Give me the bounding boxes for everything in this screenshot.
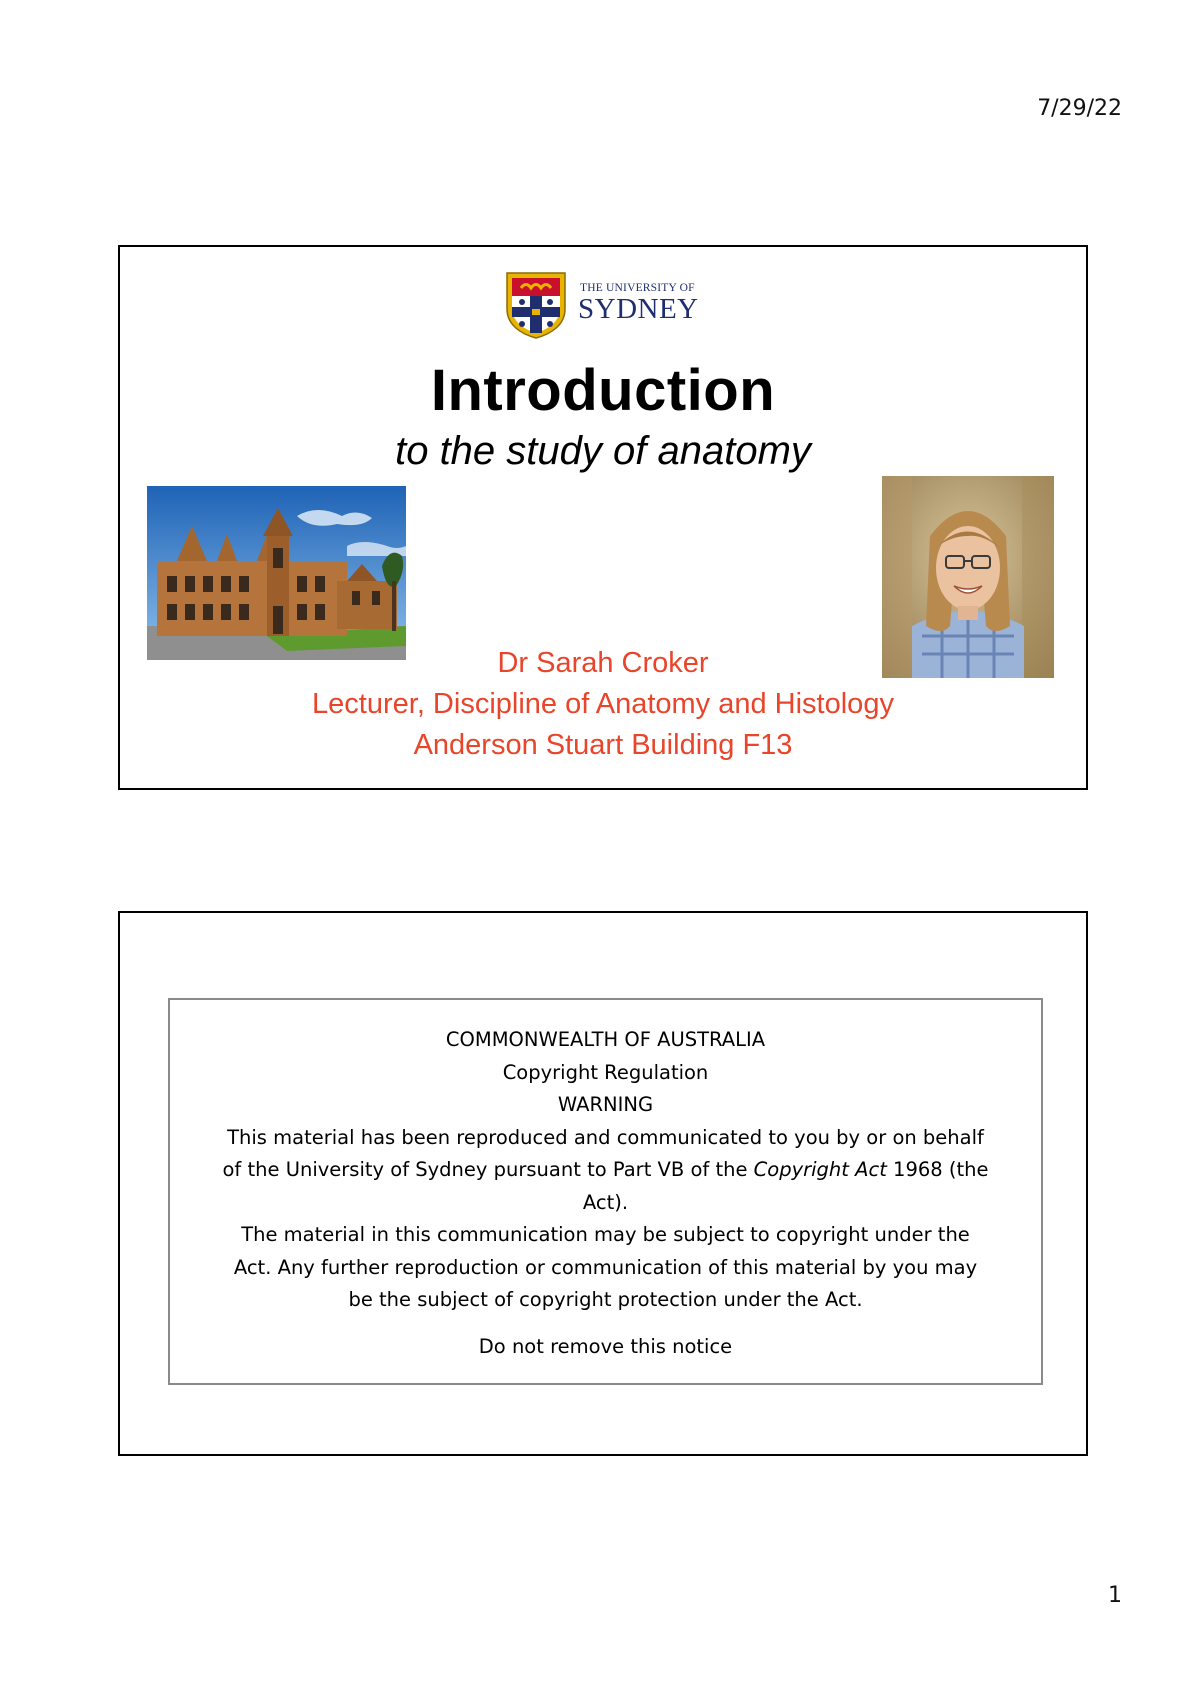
notice-body-line: be the subject of copyright protection under the Act. <box>348 1288 863 1311</box>
notice-text: of the University of Sydney pursuant to Part VB of the <box>222 1158 754 1181</box>
notice-footer: Do not remove this notice <box>478 1334 733 1358</box>
slide-subtitle: to the study of anatomy <box>395 429 811 473</box>
notice-body-line <box>170 1154 1041 1187</box>
logo-text-sydney: SYDNEY <box>578 293 699 325</box>
notice-text: 1968 (the <box>886 1158 989 1181</box>
speaker-location: Anderson Stuart Building F13 <box>413 729 793 761</box>
logo-text-the-university-of: THE UNIVERSITY OF <box>580 282 695 294</box>
page-number: 1 <box>1108 1583 1122 1608</box>
notice-act-title: Copyright Act <box>753 1158 887 1181</box>
notice-heading: COMMONWEALTH OF AUSTRALIA <box>445 1028 766 1051</box>
university-crest-icon <box>504 271 568 339</box>
notice-warning: WARNING <box>557 1093 654 1116</box>
copyright-slide <box>118 911 1088 1456</box>
notice-body-line: Act). <box>582 1190 629 1214</box>
notice-body-line: Act. Any further reproduction or communication of this material by you may <box>233 1255 978 1279</box>
notice-body-line: This material has been reproduced and communicated to you by or on behalf <box>227 1125 984 1149</box>
speaker-name: Dr Sarah Croker <box>497 647 709 679</box>
notice-subheading: Copyright Regulation <box>502 1060 709 1084</box>
notice-body-line: The material in this communication may be subject to copyright under the <box>241 1223 970 1246</box>
title-slide <box>118 245 1088 790</box>
copyright-notice <box>168 998 1043 1385</box>
page-date: 7/29/22 <box>1037 96 1122 121</box>
speaker-info <box>120 643 1086 766</box>
slide-title: Introduction <box>430 358 776 423</box>
speaker-role: Lecturer, Discipline of Anatomy and Histology <box>312 688 894 720</box>
university-logo <box>504 271 704 339</box>
sandstone-building-photo <box>147 486 406 660</box>
